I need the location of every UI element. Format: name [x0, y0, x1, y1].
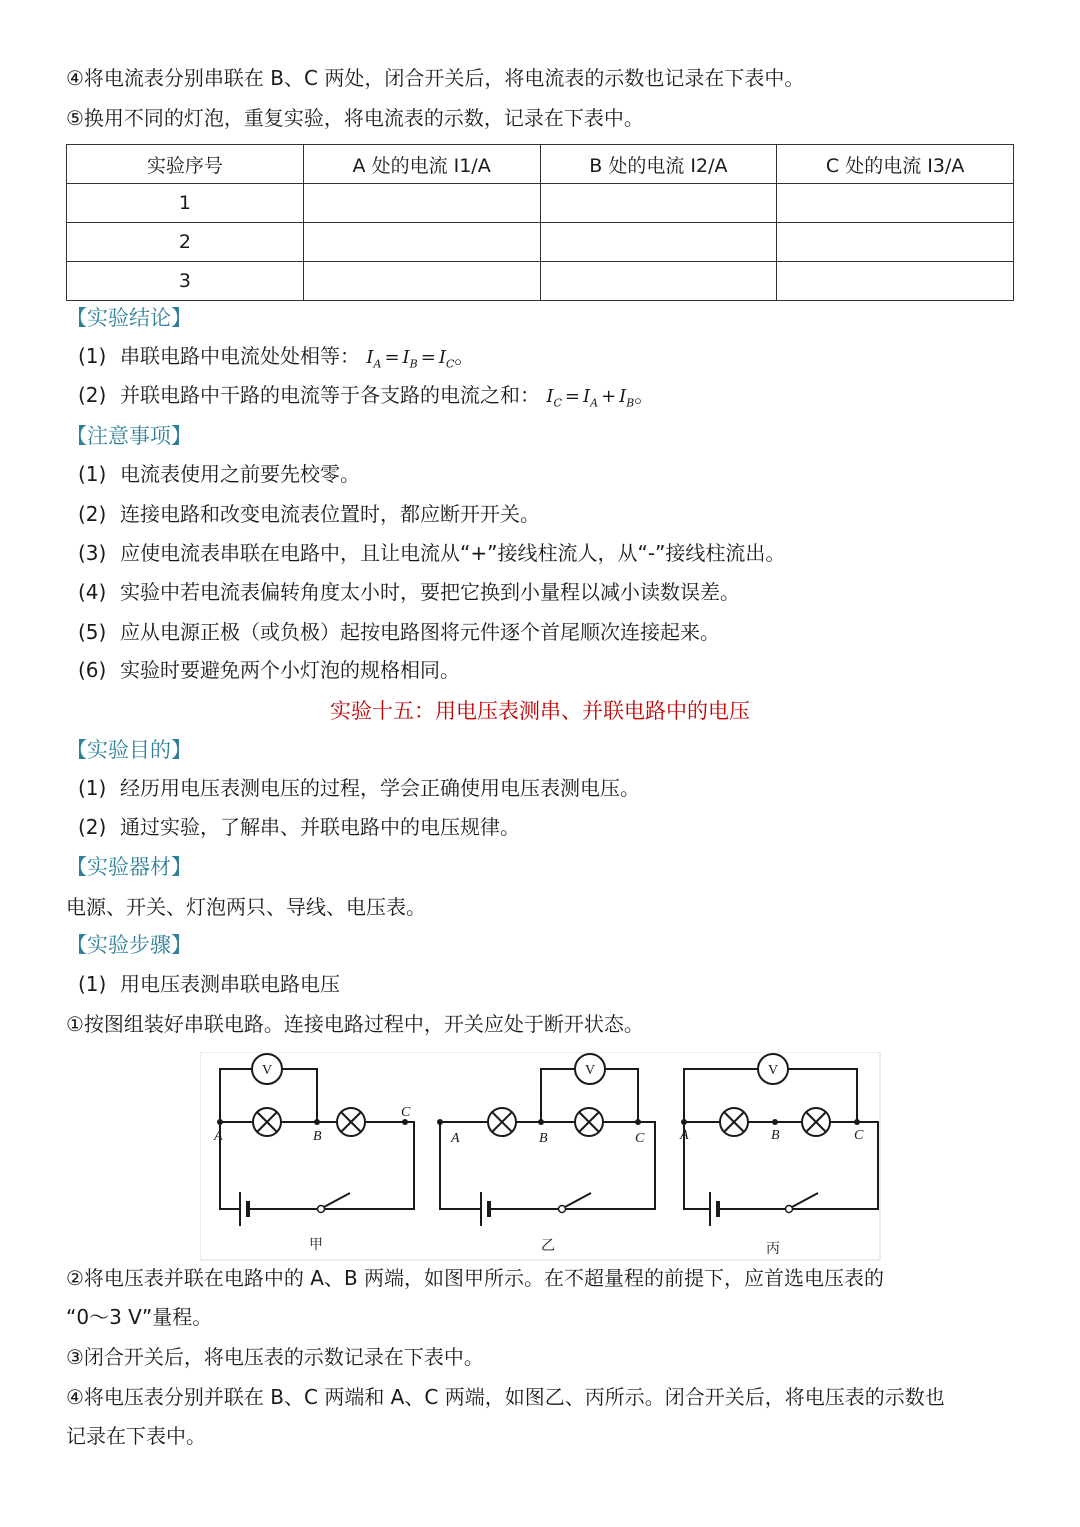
procedure-heading: 【实验步骤】 [66, 933, 192, 957]
table-header-cell: B 处的电流 I2/A [540, 145, 777, 184]
table-cell [540, 262, 777, 301]
point-label-c: C [635, 1131, 645, 1146]
note-item [78, 656, 460, 684]
step-4-current: ④将电流表分别串联在 B、C 两处，闭合开关后，将电流表的示数也记录在下表中。 [66, 66, 805, 90]
item-number: (4) [78, 580, 107, 604]
parallel-current-formula: $I_C = I_A + I_B$ [546, 386, 635, 410]
table-cell [777, 262, 1014, 301]
point-label-b: B [313, 1129, 322, 1144]
experiment-title: 实验十五：用电压表测串、并联电路中的电压 [330, 699, 750, 723]
figure-caption-bing: 丙 [766, 1241, 780, 1257]
voltmeter-label: V [261, 1063, 273, 1078]
table-cell [777, 184, 1014, 223]
item-number: (1) [78, 776, 107, 800]
table-cell [303, 184, 540, 223]
item-text: 电流表使用之前要先校零。 [120, 462, 360, 486]
point-label-b: B [539, 1131, 548, 1146]
item-text: 串联电路中电流处处相等： [120, 344, 360, 368]
table-header-cell: 实验序号 [67, 145, 304, 184]
table-row [67, 262, 1014, 301]
item-text: 用电压表测串联电路电压 [120, 972, 340, 996]
equipment-text: 电源、开关、灯泡两只、导线、电压表。 [66, 895, 426, 919]
item-number: (1) [78, 344, 107, 368]
item-text: 应使电流表串联在电路中，且让电流从“+”接线柱流人，从“-”接线柱流出。 [120, 541, 786, 565]
table-cell [303, 223, 540, 262]
item-text: 实验中若电流表偏转角度太小时，要把它换到小量程以减小读数误差。 [120, 580, 740, 604]
point-label-c: C [854, 1128, 864, 1143]
table-cell [777, 223, 1014, 262]
point-label-c: C [401, 1105, 411, 1120]
table-cell: 2 [67, 223, 304, 262]
step-2-voltage-line-2: “0～3 V”量程。 [66, 1305, 213, 1329]
step-4-voltage-line-2: 记录在下表中。 [66, 1424, 206, 1448]
item-text: 并联电路中干路的电流等于各支路的电流之和： [120, 383, 540, 407]
step-1-voltage: ①按图组装好串联电路。连接电路过程中，开关应处于断开状态。 [66, 1012, 644, 1036]
item-number: (2) [78, 383, 107, 407]
table-header-cell: A 处的电流 I1/A [303, 145, 540, 184]
point-label-a: A [214, 1129, 223, 1144]
table-row [67, 223, 1014, 262]
item-number: (2) [78, 815, 107, 839]
purpose-heading: 【实验目的】 [66, 738, 192, 762]
table-cell [303, 262, 540, 301]
item-text: 实验时要避免两个小灯泡的规格相同。 [120, 658, 460, 682]
item-end: 。 [454, 344, 475, 368]
note-item [78, 618, 720, 646]
voltmeter-label: V [767, 1063, 779, 1078]
step-4-voltage-line-1: ④将电压表分别并联在 B、C 两端和 A、C 两端，如图乙、丙所示。闭合开关后，将电压表的示数也 [66, 1385, 945, 1409]
conclusion-item [78, 381, 654, 418]
series-current-formula: $I_A = I_B = I_C$ [366, 347, 455, 371]
item-number: (6) [78, 658, 107, 682]
note-item [78, 539, 785, 567]
note-item [78, 500, 540, 528]
step-3-voltage: ③闭合开关后，将电压表的示数记录在下表中。 [66, 1345, 484, 1369]
table-cell: 1 [67, 184, 304, 223]
procedure-item [78, 970, 340, 998]
purpose-item [78, 813, 520, 841]
item-text: 应从电源正极（或负极）起按电路图将元件逐个首尾顺次连接起来。 [120, 620, 720, 644]
table-header-row [67, 145, 1014, 184]
item-text: 连接电路和改变电流表位置时，都应断开开关。 [120, 502, 540, 526]
item-number: (1) [78, 972, 107, 996]
item-end: 。 [634, 383, 655, 407]
note-item [78, 460, 360, 488]
item-number: (2) [78, 502, 107, 526]
point-label-b: B [771, 1128, 780, 1143]
figure-caption-jia: 甲 [309, 1237, 323, 1253]
circuit-diagrams [200, 1052, 882, 1262]
item-number: (3) [78, 541, 107, 565]
item-text: 经历用电压表测电压的过程，学会正确使用电压表测电压。 [120, 776, 640, 800]
step-2-voltage-line-1: ②将电压表并联在电路中的 A、B 两端，如图甲所示。在不超量程的前提下，应首选电压表的 [66, 1266, 885, 1290]
item-text: 通过实验，了解串、并联电路中的电压规律。 [120, 815, 520, 839]
step-5-current: ⑤换用不同的灯泡，重复实验，将电流表的示数，记录在下表中。 [66, 106, 644, 130]
table-header-cell: C 处的电流 I3/A [777, 145, 1014, 184]
equipment-heading: 【实验器材】 [66, 855, 192, 879]
note-item [78, 578, 740, 606]
item-number: (5) [78, 620, 107, 644]
conclusion-heading: 【实验结论】 [66, 306, 192, 330]
table-cell [540, 184, 777, 223]
point-label-a: A [451, 1131, 460, 1146]
table-row [67, 184, 1014, 223]
table-cell: 3 [67, 262, 304, 301]
notes-heading: 【注意事项】 [66, 424, 192, 448]
item-number: (1) [78, 462, 107, 486]
figure-caption-yi: 乙 [541, 1238, 555, 1254]
voltmeter-label: V [584, 1063, 596, 1078]
table-cell [540, 223, 777, 262]
purpose-item [78, 774, 640, 802]
point-label-a: A [680, 1128, 689, 1143]
conclusion-item [78, 342, 474, 379]
current-data-table [66, 144, 1014, 301]
